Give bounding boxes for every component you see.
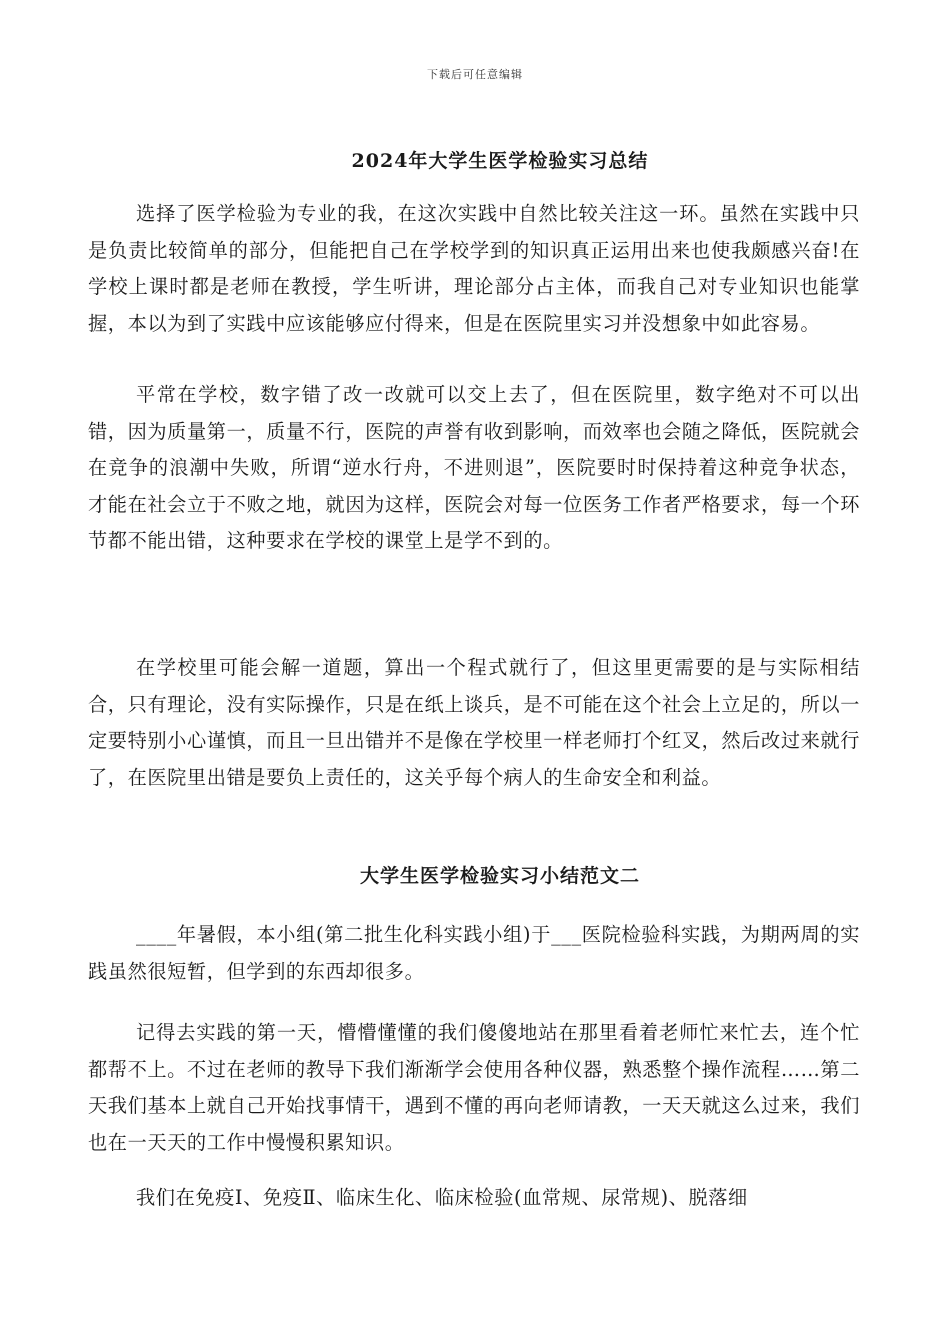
section-paragraph: ____年暑假，本小组(第二批生化科实践小组)于___医院检验科实践，为期两周的实践虽然很短暂，但学到的东西却很多。	[88, 923, 860, 983]
article-paragraph: 选择了医学检验为专业的我，在这次实践中自然比较关注这一环。虽然在实践中只是负责比较简单的部分，但能把自己在学校学到的知识真正运用出来也使我颇感兴奋!在学校上课时都是老师在教授，学生听讲，理论部分占主体，而我自己对专业知识也能掌握，本以为到了实践中应该能够应付得来，但是在医院里实习并没想象中如此容易。	[88, 202, 860, 335]
section-paragraph: 我们在免疫Ⅰ、免疫Ⅱ、临床生化、临床检验(血常规、尿常规)、脱落细	[136, 1186, 748, 1209]
article-paragraph: 在学校里可能会解一道题，算出一个程式就行了，但这里更需要的是与实际相结合，只有理论，没有实际操作，只是在纸上谈兵，是不可能在这个社会上立足的，所以一定要特别小心谨慎，而且一旦出错并不是像在学校里一样老师打个红叉，然后改过来就行了，在医院里出错是要负上责任的，这关乎每个病人的生命安全和利益。	[88, 656, 860, 789]
page-header-note: 下载后可任意编辑	[427, 68, 523, 81]
article-paragraph: 平常在学校，数字错了改一改就可以交上去了，但在医院里，数字绝对不可以出错，因为质量第一，质量不行，医院的声誉有收到影响，而效率也会随之降低，医院就会在竞争的浪潮中失败，所谓“逆水行舟，不进则退”，医院要时时保持着这种竞争状态，才能在社会立于不败之地，就因为这样，医院会对每一位医务工作者严格要求，每一个环节都不能出错，这种要求在学校的课堂上是学不到的。	[88, 383, 860, 552]
article-title: 2024年大学生医学检验实习总结	[351, 150, 649, 172]
section-title: 大学生医学检验实习小结范文二	[359, 865, 640, 887]
section-paragraph: 记得去实践的第一天，懵懵懂懂的我们傻傻地站在那里看着老师忙来忙去，连个忙都帮不上。不过在老师的教导下我们渐渐学会使用各种仪器，熟悉整个操作流程……第二天我们基本上就自己开始找事情干，遇到不懂的再向老师请教，一天天就这么过来，我们也在一天天的工作中慢慢积累知识。	[88, 1021, 860, 1154]
